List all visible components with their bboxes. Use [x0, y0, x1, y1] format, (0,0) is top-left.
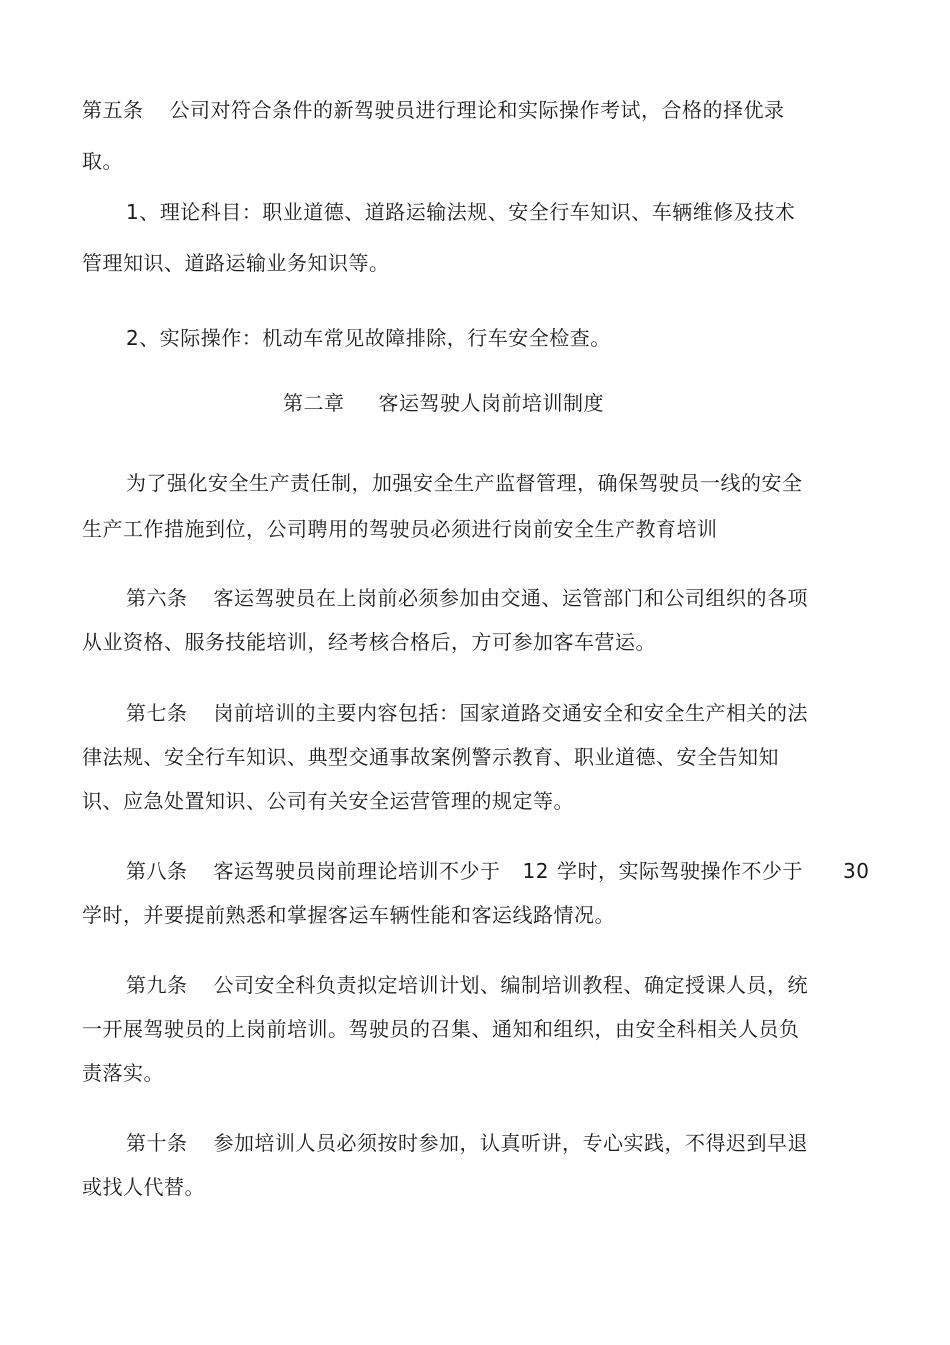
article-8-number-2: 30 [843, 859, 870, 883]
article-5-line-2: 取。 [82, 149, 123, 173]
article-8-number-1: 12 [522, 859, 549, 883]
article-8-line-2: 学时，并要提前熟悉和掌握客运车辆性能和客运线路情况。 [82, 903, 615, 927]
article-8-line-1 [126, 857, 803, 885]
article-5-label: 第五条 [82, 98, 144, 122]
article-8-text-2: 学时，实际驾驶操作不少于 [556, 859, 803, 883]
article-9-line-3: 责落实。 [82, 1061, 164, 1085]
article-8-text-1: 客运驾驶员岗前理论培训不少于 [213, 859, 501, 883]
article-7-line-1 [126, 699, 808, 727]
article-10-line-2: 或找人代替。 [82, 1175, 205, 1199]
article-7-line-3: 识、应急处置知识、公司有关安全运营管理的规定等。 [82, 789, 574, 813]
chapter-title: 客运驾驶人岗前培训制度 [378, 391, 604, 415]
item-2-line-1: 2、实际操作：机动车常见故障排除，行车安全检查。 [126, 326, 611, 350]
article-7-line-2: 律法规、安全行车知识、典型交通事故案例警示教育、职业道德、安全告知知 [82, 745, 779, 769]
article-9-line-1 [126, 971, 808, 999]
article-9-label: 第九条 [126, 973, 188, 997]
item-1-line-2: 管理知识、道路运输业务知识等。 [82, 251, 390, 275]
intro-line-1: 为了强化安全生产责任制，加强安全生产监督管理，确保驾驶员一线的安全 [126, 471, 803, 495]
article-8-label: 第八条 [126, 859, 188, 883]
article-10-text: 参加培训人员必须按时参加，认真听讲，专心实践，不得迟到早退 [213, 1131, 808, 1155]
article-10-line-1 [126, 1129, 808, 1157]
intro-line-2: 生产工作措施到位，公司聘用的驾驶员必须进行岗前安全生产教育培训 [82, 517, 718, 541]
article-6-text: 客运驾驶员在上岗前必须参加由交通、运管部门和公司组织的各项 [213, 586, 808, 610]
article-7-text: 岗前培训的主要内容包括：国家道路交通安全和安全生产相关的法 [213, 701, 808, 725]
article-6-label: 第六条 [126, 586, 188, 610]
article-9-text: 公司安全科负责拟定培训计划、编制培训教程、确定授课人员，统 [213, 973, 808, 997]
article-6-line-1 [126, 584, 808, 612]
article-5-line-1 [82, 96, 785, 124]
chapter-label: 第二章 [283, 391, 345, 415]
article-6-line-2: 从业资格、服务技能培训，经考核合格后，方可参加客车营运。 [82, 630, 656, 654]
article-7-label: 第七条 [126, 701, 188, 725]
article-10-label: 第十条 [126, 1131, 188, 1155]
item-1-line-1: 1、理论科目：职业道德、道路运输法规、安全行车知识、车辆维修及技术 [126, 200, 796, 224]
chapter-heading [283, 389, 604, 417]
article-5-text: 公司对符合条件的新驾驶员进行理论和实际操作考试，合格的择优录 [169, 98, 785, 122]
article-9-line-2: 一开展驾驶员的上岗前培训。驾驶员的召集、通知和组织，由安全科相关人员负 [82, 1017, 800, 1041]
